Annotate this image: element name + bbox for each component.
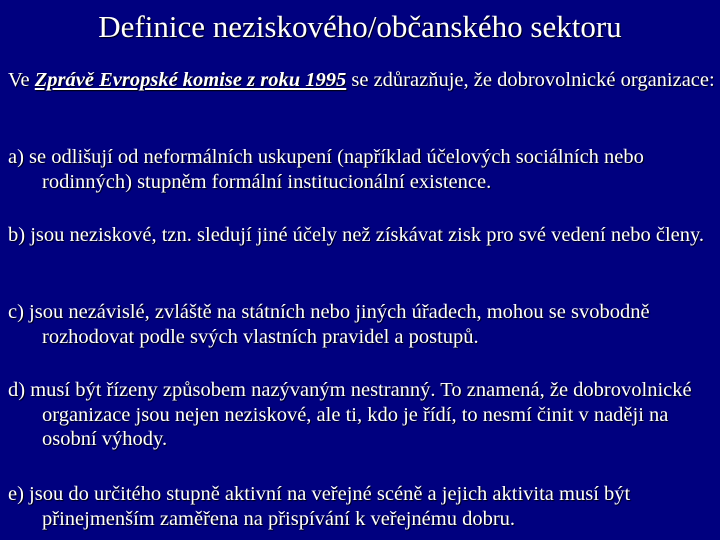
- list-item-e: e) jsou do určitého stupně aktivní na veřejné scéně a jejich aktivita musí být přinejmenším zaměřena na přispívání k veřejnému dobru.: [8, 483, 631, 530]
- list-item-a: a) se odlišují od neformálních uskupení (například účelových sociálních nebo rodinných) stupněm formální institucionální existence.: [8, 146, 644, 193]
- intro-suffix: se zdůrazňuje, že dobrovolnické organizace:: [346, 69, 715, 91]
- list-item-d: d) musí být řízeny způsobem nazývaným nestranný. To znamená, že dobrovolnické organizace jsou nejen neziskové, ale ti, kdo je řídí, to nesmí činit v naději na osobní výhody.: [8, 379, 692, 450]
- list-item-c: c) jsou nezávislé, zvláště na státních nebo jiných úřadech, mohou se svobodně rozhodovat podle svých vlastních pravidel a postupů.: [8, 301, 650, 348]
- list-item-b: b) jsou neziskové, tzn. sledují jiné účely než získávat zisk pro své vedení nebo členy.: [8, 224, 705, 246]
- intro-prefix: Ve: [8, 69, 35, 91]
- slide-title: Definice neziskového/občanského sektoru: [98, 9, 622, 44]
- intro-emphasis: Zprávě Evropské komise z roku 1995: [34, 69, 347, 91]
- intro-paragraph: [8, 68, 716, 93]
